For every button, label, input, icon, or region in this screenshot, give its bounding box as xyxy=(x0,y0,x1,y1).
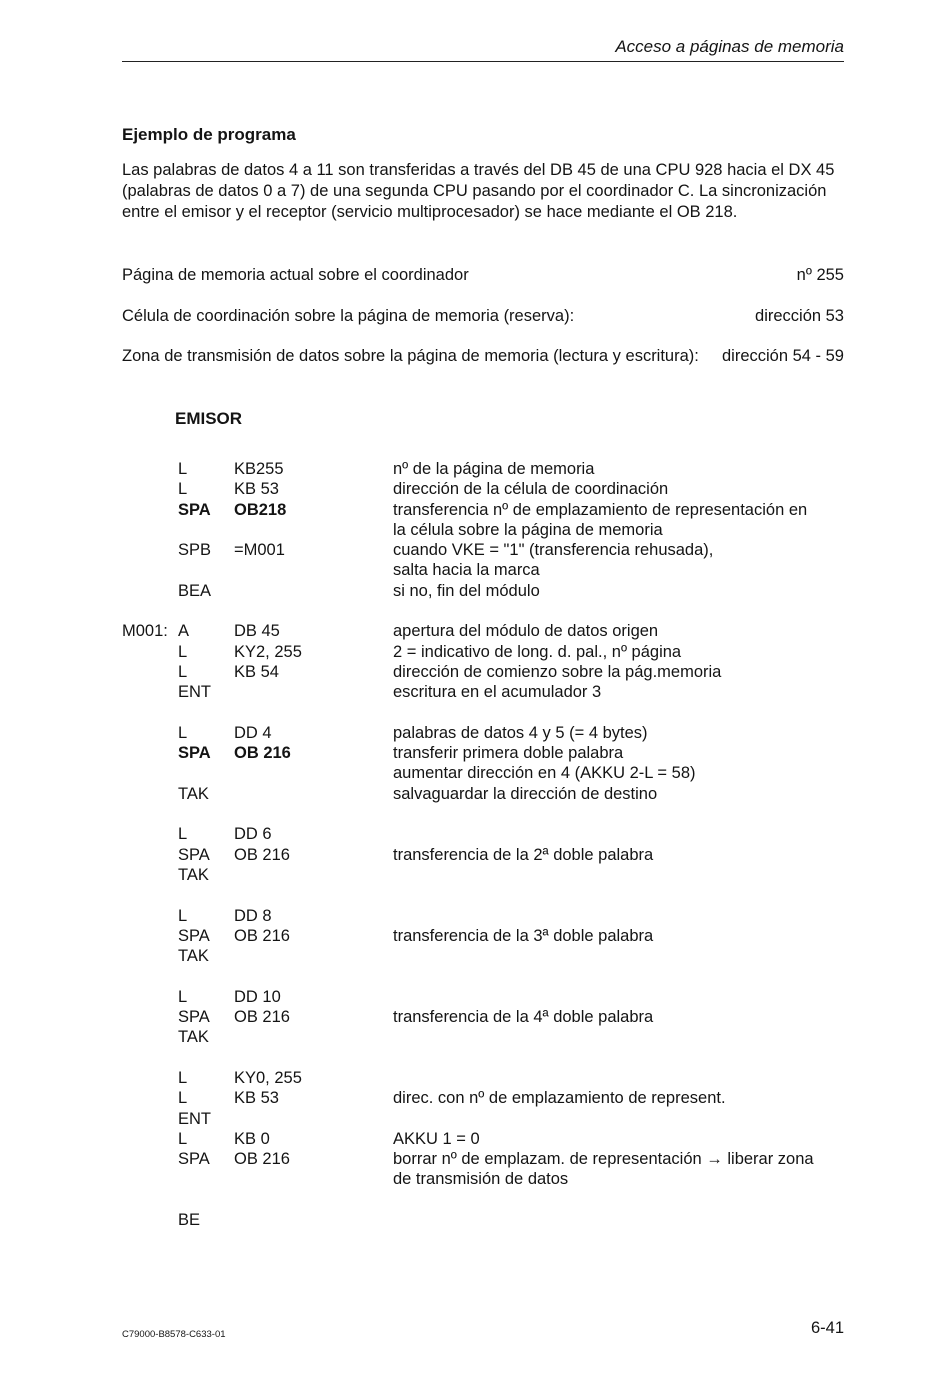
code-operand: KB 54 xyxy=(234,662,279,681)
code-operand: DD 6 xyxy=(234,825,272,844)
emisor-heading: EMISOR xyxy=(175,409,243,428)
code-line xyxy=(122,1210,844,1230)
section-title: Ejemplo de programa xyxy=(122,125,296,144)
code-operand: DD 10 xyxy=(234,987,281,1006)
info-label: Página de memoria actual sobre el coordinador xyxy=(122,266,469,284)
code-comment: transferencia nº de emplazamiento de representación en xyxy=(393,500,808,519)
code-line xyxy=(122,1109,844,1129)
code-instruction: L xyxy=(178,642,188,661)
code-line xyxy=(122,500,844,520)
code-operand: KY2, 255 xyxy=(234,642,302,661)
code-line xyxy=(122,682,844,702)
running-header xyxy=(122,36,844,62)
code-spacer xyxy=(122,966,844,986)
code-spacer xyxy=(122,1048,844,1068)
code-line xyxy=(122,479,844,499)
code-comment: palabras de datos 4 y 5 (= 4 bytes) xyxy=(393,723,648,742)
code-instruction: SPA xyxy=(178,926,210,945)
code-instruction: SPA xyxy=(178,1150,210,1169)
code-instruction: L xyxy=(178,1129,188,1148)
code-comment: la célula sobre la página de memoria xyxy=(393,520,663,539)
code-line xyxy=(122,520,844,540)
code-line xyxy=(122,1129,844,1149)
code-line xyxy=(122,581,844,601)
code-line xyxy=(122,560,844,580)
info-row-memory-page xyxy=(122,266,844,288)
code-line xyxy=(122,1027,844,1047)
running-title: Acceso a páginas de memoria xyxy=(615,37,844,56)
code-comment: transferencia de la 3ª doble palabra xyxy=(393,926,654,945)
code-instruction: BEA xyxy=(178,581,212,600)
info-row-coordination-cell xyxy=(122,307,844,329)
code-operand: DB 45 xyxy=(234,622,280,641)
code-instruction: TAK xyxy=(178,947,209,966)
code-instruction: SPB xyxy=(178,541,212,560)
code-comment: escritura en el acumulador 3 xyxy=(393,683,602,702)
code-comment: transferencia de la 2ª doble palabra xyxy=(393,845,654,864)
code-comment: AKKU 1 = 0 xyxy=(393,1129,480,1148)
code-instruction: ENT xyxy=(178,1109,211,1128)
code-instruction: BE xyxy=(178,1210,201,1229)
code-operand: OB 216 xyxy=(234,1150,290,1169)
code-line xyxy=(122,865,844,885)
code-instruction: L xyxy=(178,825,188,844)
code-comment: salta hacia la marca xyxy=(393,561,540,580)
code-line xyxy=(122,621,844,641)
code-comment: borrar nº de emplazam. de representación → liberar zona xyxy=(393,1150,814,1169)
info-label: Célula de coordinación sobre la página de memoria (reserva): xyxy=(122,307,575,325)
code-line xyxy=(122,845,844,865)
document-number: C79000-B8578-C633-01 xyxy=(122,1329,226,1340)
code-spacer xyxy=(122,885,844,905)
code-line xyxy=(122,642,844,662)
code-operand: OB218 xyxy=(234,500,287,519)
code-instruction: L xyxy=(178,1089,188,1108)
code-line xyxy=(122,946,844,966)
code-spacer xyxy=(122,804,844,824)
code-instruction: SPA xyxy=(178,845,210,864)
code-instruction: L xyxy=(178,460,188,478)
code-instruction: L xyxy=(178,662,188,681)
code-line xyxy=(122,459,844,479)
code-line xyxy=(122,1068,844,1088)
code-line xyxy=(122,540,844,560)
code-line xyxy=(122,763,844,783)
code-line xyxy=(122,743,844,763)
code-instruction: L xyxy=(178,480,188,499)
code-line xyxy=(122,824,844,844)
code-line xyxy=(122,906,844,926)
code-spacer xyxy=(122,703,844,723)
code-comment: de transmisión de datos xyxy=(393,1170,569,1189)
code-line xyxy=(122,784,844,804)
code-operand: DD 8 xyxy=(234,906,272,925)
code-operand: KB255 xyxy=(234,460,284,478)
page-number: 6-41 xyxy=(810,1319,844,1337)
code-operand: OB 216 xyxy=(234,1008,290,1027)
code-operand: =M001 xyxy=(234,541,285,560)
code-instruction: L xyxy=(178,906,188,925)
code-instruction: SPA xyxy=(178,500,211,519)
info-value: dirección 54 - 59 xyxy=(722,347,844,365)
code-operand: KB 53 xyxy=(234,480,279,499)
code-instruction: L xyxy=(178,987,188,1006)
info-value: dirección 53 xyxy=(755,307,844,325)
code-line xyxy=(122,723,844,743)
code-line xyxy=(122,1149,844,1169)
code-label: M001: xyxy=(122,622,168,641)
code-operand: OB 216 xyxy=(234,744,291,763)
intro-paragraph: Las palabras de datos 4 a 11 son transferidas a través del DB 45 de una CPU 928 hacia el DX 45 (palabras de datos 0 a 7) de una segunda CPU pasando por el coordinador C. La sincronización entre el emisor y el receptor (servicio multiprocesador) se hace mediante el OB 218. xyxy=(122,161,835,221)
code-comment: 2 = indicativo de long. d. pal., nº página xyxy=(393,642,682,661)
code-operand: KY0, 255 xyxy=(234,1068,302,1087)
code-comment: dirección de la célula de coordinación xyxy=(393,480,669,499)
code-instruction: L xyxy=(178,723,188,742)
code-instruction: TAK xyxy=(178,1028,209,1047)
code-line xyxy=(122,1088,844,1108)
code-spacer xyxy=(122,1190,844,1210)
code-operand: OB 216 xyxy=(234,845,290,864)
code-comment: direc. con nº de emplazamiento de represent. xyxy=(393,1089,726,1108)
info-row-transmission-zone xyxy=(122,347,844,369)
code-instruction: SPA xyxy=(178,744,211,763)
code-spacer xyxy=(122,601,844,621)
code-comment: transferencia de la 4ª doble palabra xyxy=(393,1008,654,1027)
code-comment: apertura del módulo de datos origen xyxy=(393,622,659,641)
code-instruction: ENT xyxy=(178,683,211,702)
code-comment: cuando VKE = "1" (transferencia rehusada), xyxy=(393,541,714,560)
code-listing xyxy=(122,459,844,1230)
code-comment: dirección de comienzo sobre la pág.memoria xyxy=(393,662,722,681)
code-line xyxy=(122,1169,844,1189)
info-label: Zona de transmisión de datos sobre la página de memoria (lectura y escritura): xyxy=(122,347,699,365)
code-line xyxy=(122,1007,844,1027)
code-line xyxy=(122,987,844,1007)
code-line xyxy=(122,926,844,946)
code-comment: salvaguardar la dirección de destino xyxy=(393,784,658,803)
code-operand: KB 53 xyxy=(234,1089,279,1108)
code-instruction: A xyxy=(178,622,190,641)
code-comment: si no, fin del módulo xyxy=(393,581,540,600)
info-value: nº 255 xyxy=(796,266,844,284)
code-instruction: SPA xyxy=(178,1008,210,1027)
code-instruction: TAK xyxy=(178,784,209,803)
code-comment: transferir primera doble palabra xyxy=(393,744,624,763)
code-line xyxy=(122,662,844,682)
code-instruction: L xyxy=(178,1068,188,1087)
code-instruction: TAK xyxy=(178,865,209,884)
code-operand: DD 4 xyxy=(234,723,272,742)
code-comment: nº de la página de memoria xyxy=(393,460,595,478)
code-comment: aumentar dirección en 4 (AKKU 2-L = 58) xyxy=(393,764,696,783)
code-operand: KB 0 xyxy=(234,1129,270,1148)
code-operand: OB 216 xyxy=(234,926,290,945)
